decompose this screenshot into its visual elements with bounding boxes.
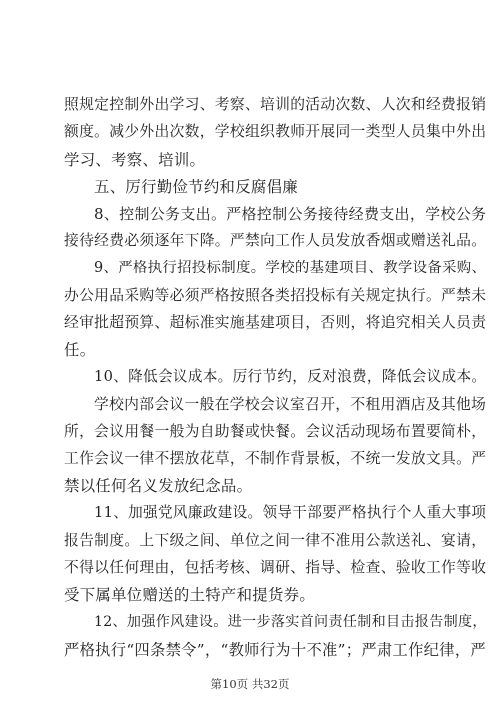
body-text-line: 10、降低会议成本。厉行节约，反对浪费，降低会议成本。 [94, 368, 487, 385]
body-text-line: 11、加强党风廉政建设。领导干部要严格执行个人重大事项 [94, 504, 487, 521]
body-text-line: 不得以任何理由，包括考核、调研、指导、检查、验收工作等收 [64, 559, 487, 576]
body-text-line: 额度。减少外出次数，学校组织教师开展同一类型人员集中外出 [64, 123, 487, 140]
body-text-line: 办公用品采购等必须严格按照各类招投标有关规定执行。严禁未 [64, 287, 487, 304]
body-text-line: 接待经费必须逐年下降。严禁向工作人员发放香烟或赠送礼品。 [64, 232, 487, 249]
body-text-line: 学校内部会议一般在学校会议室召开，不租用酒店及其他场 [94, 396, 487, 413]
body-text-line: 所，会议用餐一般为自助餐或快餐。会议活动现场布置要简朴， [64, 423, 487, 440]
body-text-line: 任。 [64, 341, 96, 359]
body-text-line: 经审批超预算、超标准实施基建项目，否则，将追究相关人员责 [64, 314, 487, 331]
page-number-footer: 第10页 共32页 [210, 677, 290, 691]
body-text-line: 禁以任何名义发放纪念品。 [64, 477, 253, 495]
section-heading: 五、厉行勤俭节约和反腐倡廉 [94, 178, 298, 196]
body-text-line: 受下属单位赠送的土特产和提货券。 [64, 586, 316, 604]
body-text-line: 工作会议一律不摆放花草，不制作背景板，不统一发放文具。严 [64, 450, 487, 467]
body-text-line: 报告制度。上下级之间、单位之间一律不准用公款送礼、宴请， [64, 532, 487, 549]
body-text-line: 学习、考察、培训。 [64, 151, 206, 169]
body-text-line: 8、控制公务支出。严格控制公务接待经费支出，学校公务 [94, 205, 487, 223]
body-text-line: 9、严格执行招投标制度。学校的基建项目、教学设备采购、 [94, 260, 487, 276]
body-text-line: 严格执行“四条禁令”，“教师行为十不准”；严肃工作纪律，严 [64, 641, 486, 659]
body-text-line: 照规定控制外出学习、考察、培训的活动次数、人次和经费报销 [64, 96, 487, 113]
body-text-line: 12、加强作风建设。进一步落实首问责任制和目击报告制度， [94, 614, 487, 630]
